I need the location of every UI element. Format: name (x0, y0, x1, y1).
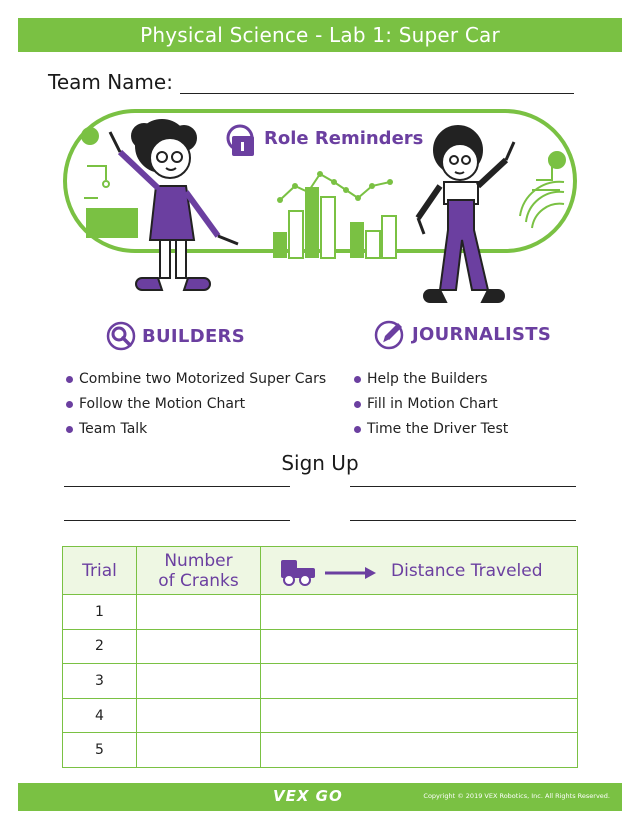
list-item: Fill in Motion Chart (352, 395, 592, 420)
trial-number: 1 (63, 595, 137, 630)
cranks-header-line2: of Cranks (158, 570, 239, 591)
cranks-cell[interactable] (137, 595, 261, 630)
distance-cell[interactable] (261, 733, 578, 768)
builder-character-illustration (110, 120, 238, 290)
team-name-label: Team Name: (48, 70, 173, 94)
vex-go-logo: VEX GO (273, 787, 343, 805)
signup-line (350, 486, 576, 487)
footer-bar (18, 783, 622, 811)
distance-header (261, 547, 578, 595)
distance-cell[interactable] (261, 595, 578, 630)
distance-cell[interactable] (261, 698, 578, 733)
car-arrow-icon (279, 556, 379, 586)
signup-line (350, 520, 576, 521)
trial-header: Trial (63, 547, 137, 595)
journalists-heading (374, 318, 551, 350)
trial-number: 3 (63, 664, 137, 699)
lock-badge-icon (228, 126, 254, 156)
signup-title: Sign Up (281, 451, 359, 475)
builders-heading (106, 321, 245, 351)
list-item: Combine two Motorized Super Cars (64, 370, 344, 395)
signup-line (64, 520, 290, 521)
cranks-cell[interactable] (137, 733, 261, 768)
cranks-header-line1: Number (164, 550, 233, 571)
table-row (63, 629, 578, 664)
header-bar (18, 18, 622, 52)
motion-data-table (62, 546, 578, 768)
pencil-icon (374, 318, 406, 350)
journalists-list (352, 370, 592, 445)
list-item: Team Talk (64, 420, 344, 445)
cranks-cell[interactable] (137, 698, 261, 733)
trial-number: 5 (63, 733, 137, 768)
table-header-row (63, 547, 578, 595)
list-item: Follow the Motion Chart (64, 395, 344, 420)
table-row (63, 733, 578, 768)
team-name-line (180, 93, 574, 94)
table-row (63, 698, 578, 733)
cranks-cell[interactable] (137, 664, 261, 699)
page-title: Physical Science - Lab 1: Super Car (140, 23, 500, 47)
builders-title: BUILDERS (142, 325, 245, 347)
distance-header-label: Distance Traveled (391, 560, 543, 581)
role-reminders-banner (62, 108, 578, 308)
role-reminders-title: Role Reminders (264, 128, 424, 149)
cranks-header (137, 547, 261, 595)
copyright-text: Copyright © 2019 VEX Robotics, Inc. All Rights Reserved. (423, 792, 610, 800)
builders-list (64, 370, 344, 445)
journalist-character-illustration (418, 126, 514, 302)
signup-line (64, 486, 290, 487)
journalists-title: JOURNALISTS (412, 323, 552, 345)
trial-number: 2 (63, 629, 137, 664)
list-item: Time the Driver Test (352, 420, 592, 445)
table-row (63, 595, 578, 630)
team-name-row (48, 70, 578, 96)
distance-cell[interactable] (261, 664, 578, 699)
list-item: Help the Builders (352, 370, 592, 395)
trial-number: 4 (63, 698, 137, 733)
cranks-cell[interactable] (137, 629, 261, 664)
bar-chart-graphic (273, 171, 396, 258)
distance-cell[interactable] (261, 629, 578, 664)
table-row (63, 664, 578, 699)
magnifier-wrench-icon (106, 321, 136, 351)
